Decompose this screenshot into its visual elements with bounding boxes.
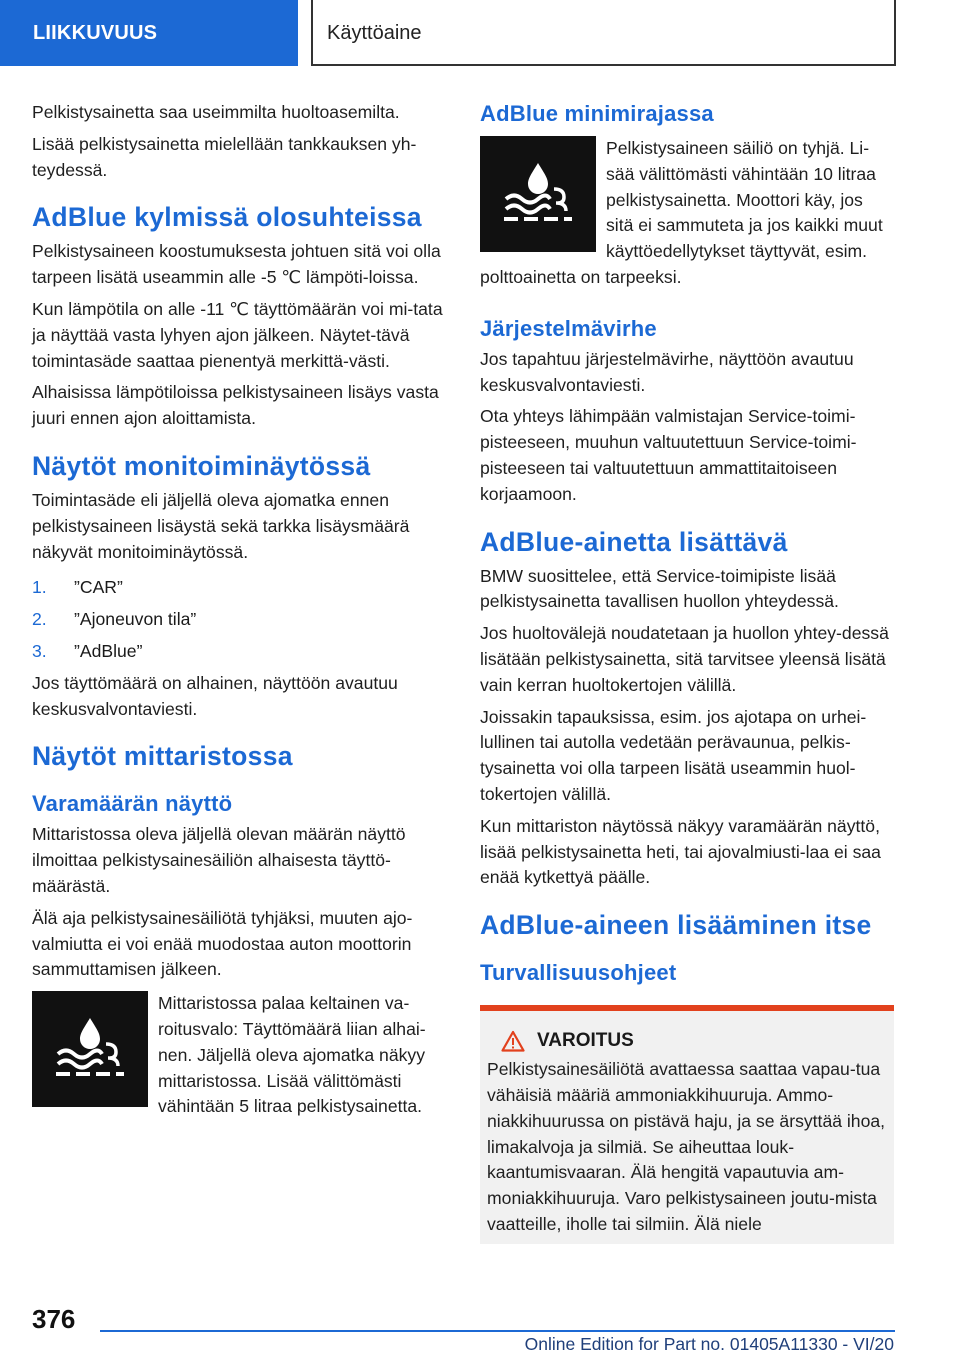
warning-text: Pelkistysainesäiliötä avattaessa saattaa vapau-tua vähäisiä määriä ammoniakkihuuruja. Ammo-niakkihuurussa on pistävä haju, ja se ärsyttää ihoa, limakalvoja ja silmiä. Se aiheuttaa louk-kaantumisvaaran. Älä hengitä vapautuvia am-moniakkihuuruja. Varo pelkistysaineen joutu-mista vaatteille, iholle tai silmiin. Älä niele [487,1059,886,1234]
heading-instrument-cluster: Näytöt mittaristossa [32,741,293,772]
paragraph: Jos täyttömäärä on alhainen, näyttöön avautuu keskusvalvontaviesti. [32,672,398,719]
left-column [32,100,446,1132]
paragraph: Toimintasäde eli jäljellä oleva ajomatka ennen pelkistysaineen lisäystä sekä tarkka lisäysmäärä näkyvät monitoiminäytössä. [32,489,410,562]
list-item [32,639,446,665]
paragraph: Lisää pelkistysainetta mielellään tankkauksen yh-teydessä. [32,133,417,180]
step-text: ”CAR” [74,577,123,598]
paragraph: Älä aja pelkistysainesäiliötä tyhjäksi, muuten ajo-valmiutta ei voi enää muodostaa auton moottorin sammuttamisen jälkeen. [32,907,413,980]
heading-adblue-addable: AdBlue-ainetta lisättävä [480,526,788,557]
page-footer [0,1290,960,1362]
step-number: 3. [32,640,47,661]
warning-triangle-icon [501,1030,525,1052]
list-item [32,575,446,601]
step-number: 2. [32,609,47,630]
right-column [480,100,894,1244]
paragraph: Mittaristossa oleva jäljellä olevan määrän näyttö ilmoittaa pelkistysainesäiliön alhaisesta täyttö-määrästä. [32,824,406,896]
paragraph: Kun lämpötila on alle -11 ℃ täyttömäärän voi mi-tata ja näyttää vasta lyhyen ajon jälkeen. Näytet-tävä toimintasäde saattaa pienentyä merkittä-västi. [32,298,443,371]
paragraph: Ota yhteys lähimpään valmistajan Service-toimi-pisteeseen, muuhun valtuutettuun Service-toimi-pisteeseen tai valtuutettuun ammattitaitoiseen korjaamoon. [480,406,857,504]
footer-divider [100,1330,895,1332]
paragraph: Kun mittariston näytössä näkyy varamäärän näyttö, lisää pelkistysainetta heti, tai ajovalmiusti-laa ei saa enää kytkettyä päälle. [480,815,881,888]
icon-description [480,136,894,297]
heading-safety: Turvallisuusohjeet [480,960,677,986]
warning-header [487,1029,886,1053]
heading-multifunction-display: Näytöt monitoiminäytössä [32,450,371,481]
edition-link[interactable]: Online Edition for Part no. 01405A11330 - VI/20 [524,1334,894,1354]
step-number: 1. [32,577,47,598]
icon-text: Mittaristossa palaa keltainen va-roitusvalo: Täyttömäärä liian alhai-nen. Jäljellä oleva ajomatka näkyy mittaristossa. Lisää välittömästi vähintään 5 litraa pelkistysainetta. [158,993,426,1117]
heading-adblue-cold: AdBlue kylmissä olosuhteissa [32,202,422,233]
heading-adblue-self: AdBlue-aineen lisääminen itse [480,910,872,941]
list-item [32,607,446,633]
paragraph: Jos tapahtuu järjestelmävirhe, näyttöön avautuu keskusvalvontaviesti. [480,348,854,395]
page-number: 376 [32,1304,76,1334]
paragraph: Pelkistysaineen koostumuksesta johtuen sitä voi olla tarpeen lisätä useammin alle -5 ℃ lämpöti-loissa. [32,241,441,288]
heading-reserve-display: Varamäärän näyttö [32,791,233,817]
section-tab[interactable]: LIIKKUVUUS [0,0,298,66]
warning-title: VAROITUS [537,1030,634,1052]
icon-description [32,991,446,1126]
page-header [0,0,960,66]
paragraph: Alhaisissa lämpötiloissa pelkistysaineen lisäys vasta juuri ennen ajon aloittamista. [32,382,439,429]
adblue-warning-icon [32,991,148,1107]
chapter-title: Käyttöaine [311,0,896,66]
paragraph: Joissakin tapauksissa, esim. jos ajotapa on urhei-lullinen tai autolla vedetään perävaunua, pelkis-tysainetta voi olla tarpeen lisätä useammin huol-tokertojen välillä. [480,706,867,804]
paragraph: Pelkistysainetta saa useimmilta huoltoasemilta. [32,102,400,122]
heading-adblue-minimum: AdBlue minimirajassa [480,101,714,126]
paragraph: BMW suosittelee, että Service-toimipiste lisää pelkistysainetta tavallisen huollon yhteydessä. [480,565,839,612]
icon-text: Pelkistysaineen säiliö on tyhjä. Li-sää välittömästi vähintään 10 litraa pelkistysainetta. Moottori käy, jos sitä ei sammuteta ja jos kaikki muut käyttöedellytykset täyttyvät, esim. polttoainetta on tarpeeksi. [480,138,883,287]
paragraph: Jos huoltovälejä noudatetaan ja huollon yhtey-dessä lisätään pelkistysainetta, sitä tarvitsee yleensä lisätä vain kerran huoltokertojen välillä. [480,623,889,695]
step-text: ”AdBlue” [74,640,143,661]
step-text: ”Ajoneuvon tila” [74,609,197,630]
warning-box [480,1005,894,1244]
menu-path-list [32,575,446,664]
heading-system-error: Järjestelmävirhe [480,315,657,341]
adblue-warning-icon [480,136,596,252]
